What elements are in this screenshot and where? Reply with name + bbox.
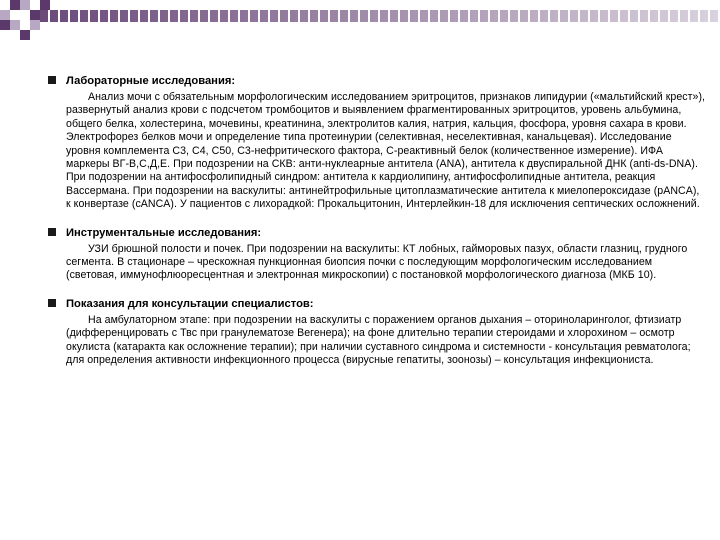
slide-content	[48, 74, 706, 382]
section-specialist-consultation	[48, 297, 706, 368]
section-heading-text: Показания для консультации специалистов:	[66, 297, 314, 310]
decorative-corner-pattern	[0, 0, 60, 44]
section-body-text: УЗИ брюшной полости и почек. При подозрении на васкулиты: КТ лобных, гайморовых пазух, области глазниц, грудного сегмента. В стационаре – чрескожная пункционная биопсия почки с последующим морфологическим исследованием (световая, иммунофлюоресцентная и электронная микроскопии) с постановкой морфологического диагноза (МКБ 10).	[66, 242, 688, 282]
section-body-text: На амбулаторном этапе: при подозрении на васкулиты с поражением органов дыхания – оториноларинголог, фтизиатр (дифференцировать с Твс при гранулематозе Вегенера); на фоне длительно терапии стероидами и хлорохином – осмотр окулиста (катаракта как осложнение терапии); при наличии суставного синдрома и системности - консультация ревматолога; для определения активности инфекционного процесса (вирусные гепатиты, зоонозы) – консультация инфекциониста.	[66, 313, 691, 367]
square-bullet-icon	[48, 76, 56, 84]
decorative-header-band	[40, 10, 720, 22]
section-heading	[48, 297, 706, 311]
section-heading	[48, 226, 706, 240]
section-heading	[48, 74, 706, 88]
section-instrumental-tests	[48, 226, 706, 283]
section-lab-tests	[48, 74, 706, 212]
section-heading-text: Инструментальные исследования:	[66, 226, 262, 239]
section-heading-text: Лабораторные исследования:	[66, 75, 236, 87]
section-body-text: Анализ мочи с обязательным морфологическим исследованием эритроцитов, признаков липидурии («мальтийский крест»), развернутый анализ крови с подсчетом тромбоцитов и выявлением фрагментированных эритроцитов, уровень альбумина, общего белка, холестерина, мочевины, креатинина, электролитов калия, натрия, кальция, фосфора, уровня сахара в крови. Электрофорез белков мочи и определение типа протеинурии (селективная, неселективная, канальцевая). Исследование уровня комплемента С3, С4, С50, С3-нефритического фактора, С-реактивный белок (количественное измерение). ИФА маркеры ВГ-В,С,Д,Е. При подозрении на СКВ: анти-нуклеарные антитела (ANA), антитела к двуспиральной ДНК (anti-ds-DNA). При подозрении на антифосфолипидный синдром: антитела к кардиолипину, антифосфолипидные антитела, реакция Вассермана. При подозрении на васкулиты: антинейтрофильные цитоплазматические антитела к миелопероксидазе (pANCA), к конвертазе (cANCA). У пациентов с лихорадкой: Прокальцитонин, Интерлейкин-18 для исключения септических осложнений.	[66, 91, 706, 211]
square-bullet-icon	[48, 228, 56, 236]
square-bullet-icon	[48, 299, 56, 307]
